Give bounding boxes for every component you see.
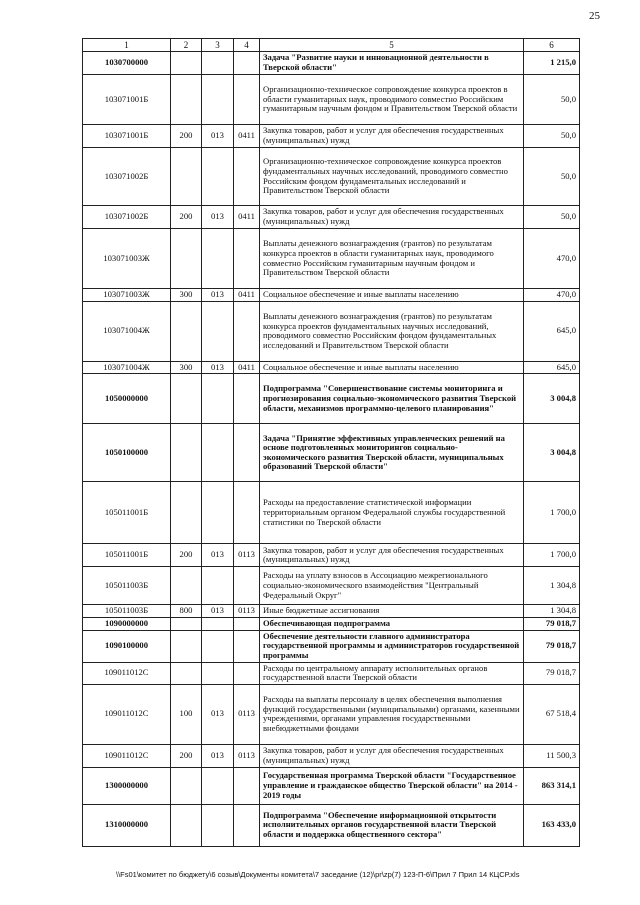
table-row xyxy=(83,424,580,482)
section-cell: 0411 xyxy=(234,361,260,374)
description-cell: Закупка товаров, работ и услуг для обеспечения государственных (муниципальных) нужд xyxy=(260,544,524,567)
amount-cell: 470,0 xyxy=(524,229,580,289)
amount-cell: 645,0 xyxy=(524,301,580,361)
section-cell: 0113 xyxy=(234,744,260,767)
code-cell: 105011003Б xyxy=(83,567,171,605)
expense-type-cell: 100 xyxy=(171,684,202,744)
department-cell xyxy=(202,482,234,544)
description-cell: Подпрограмма "Обеспечение информационной открытости исполнительных органов государственной власти Тверской области и поддержка общественного сектора" xyxy=(260,804,524,846)
table-row xyxy=(83,744,580,767)
department-cell xyxy=(202,301,234,361)
section-cell xyxy=(234,424,260,482)
code-cell: 1310000000 xyxy=(83,804,171,846)
table-row xyxy=(83,229,580,289)
expense-type-cell xyxy=(171,567,202,605)
section-cell xyxy=(234,662,260,684)
amount-cell: 645,0 xyxy=(524,361,580,374)
file-path-footer: \\Fs01\комитет по бюджету\6 созыв\Документы комитета\7 заседание (12)\pr\zp(7) 123-П-6\Прил 7 Прил 14 КЦСР.xls xyxy=(116,870,520,879)
description-cell: Подпрограмма "Совершенствование системы мониторинга и прогнозирования социально-экономического развития Тверской области, механизмов программно-целевого планирования" xyxy=(260,374,524,424)
code-cell: 1090000000 xyxy=(83,617,171,630)
code-cell: 105011001Б xyxy=(83,544,171,567)
code-cell: 103071003Ж xyxy=(83,229,171,289)
amount-cell: 1 304,8 xyxy=(524,567,580,605)
amount-cell: 50,0 xyxy=(524,206,580,229)
code-cell: 105011003Б xyxy=(83,605,171,618)
description-cell: Расходы на предоставление статистической информации территориальным органом Федеральной службы государственной статистики по Тверской области xyxy=(260,482,524,544)
code-cell: 103071001Б xyxy=(83,75,171,125)
table-row xyxy=(83,75,580,125)
description-cell: Задача "Развитие науки и инновационной деятельности в Тверской области" xyxy=(260,52,524,75)
description-cell: Обеспечивающая подпрограмма xyxy=(260,617,524,630)
code-cell: 103071002Б xyxy=(83,206,171,229)
description-cell: Выплаты денежного вознаграждения (грантов) по результатам конкурса проектов в области гуманитарных наук, проводимого совместно Российским гуманитарным научным фондом и Правительством Тверской области xyxy=(260,229,524,289)
description-cell: Обеспечение деятельности главного администратора государственной программы и администраторов государственной программы xyxy=(260,630,524,662)
description-cell: Закупка товаров, работ и услуг для обеспечения государственных (муниципальных) нужд xyxy=(260,125,524,148)
section-cell: 0113 xyxy=(234,544,260,567)
department-cell: 013 xyxy=(202,605,234,618)
expense-type-cell xyxy=(171,301,202,361)
code-cell: 1050000000 xyxy=(83,374,171,424)
code-cell: 109011012С xyxy=(83,662,171,684)
expense-type-cell: 800 xyxy=(171,605,202,618)
expense-type-cell xyxy=(171,148,202,206)
amount-cell: 1 700,0 xyxy=(524,482,580,544)
department-cell xyxy=(202,52,234,75)
section-cell xyxy=(234,767,260,804)
description-cell: Социальное обеспечение и иные выплаты населению xyxy=(260,361,524,374)
code-cell: 1050100000 xyxy=(83,424,171,482)
department-cell xyxy=(202,424,234,482)
section-cell xyxy=(234,229,260,289)
table-row xyxy=(83,52,580,75)
table-row xyxy=(83,148,580,206)
code-cell: 1030700000 xyxy=(83,52,171,75)
amount-cell: 470,0 xyxy=(524,289,580,302)
section-cell xyxy=(234,617,260,630)
department-cell: 013 xyxy=(202,684,234,744)
code-cell: 1300000000 xyxy=(83,767,171,804)
section-cell xyxy=(234,75,260,125)
department-cell: 013 xyxy=(202,125,234,148)
code-cell: 1090100000 xyxy=(83,630,171,662)
description-cell: Закупка товаров, работ и услуг для обеспечения государственных (муниципальных) нужд xyxy=(260,744,524,767)
description-cell: Закупка товаров, работ и услуг для обеспечения государственных (муниципальных) нужд xyxy=(260,206,524,229)
page-number: 25 xyxy=(589,10,600,22)
amount-cell: 79 018,7 xyxy=(524,630,580,662)
amount-cell: 1 215,0 xyxy=(524,52,580,75)
section-cell xyxy=(234,52,260,75)
amount-cell: 79 018,7 xyxy=(524,662,580,684)
expense-type-cell: 300 xyxy=(171,289,202,302)
expense-type-cell xyxy=(171,804,202,846)
table-row xyxy=(83,374,580,424)
amount-cell: 1 700,0 xyxy=(524,544,580,567)
expense-type-cell xyxy=(171,482,202,544)
section-cell xyxy=(234,804,260,846)
department-cell xyxy=(202,767,234,804)
amount-cell: 3 004,8 xyxy=(524,374,580,424)
amount-cell: 50,0 xyxy=(524,148,580,206)
table-row xyxy=(83,630,580,662)
header-row xyxy=(83,39,580,52)
department-cell: 013 xyxy=(202,544,234,567)
amount-cell: 67 518,4 xyxy=(524,684,580,744)
section-cell: 0411 xyxy=(234,125,260,148)
table-row xyxy=(83,617,580,630)
description-cell: Расходы по центральному аппарату исполнительных органов государственной власти Тверской области xyxy=(260,662,524,684)
section-cell: 0411 xyxy=(234,289,260,302)
table-row xyxy=(83,605,580,618)
expense-type-cell xyxy=(171,767,202,804)
header-col-5: 5 xyxy=(260,39,524,52)
department-cell xyxy=(202,229,234,289)
code-cell: 105011001Б xyxy=(83,482,171,544)
amount-cell: 1 304,8 xyxy=(524,605,580,618)
table-row xyxy=(83,767,580,804)
expense-type-cell xyxy=(171,374,202,424)
department-cell xyxy=(202,662,234,684)
table-row xyxy=(83,206,580,229)
header-col-4: 4 xyxy=(234,39,260,52)
table-row xyxy=(83,662,580,684)
code-cell: 103071004Ж xyxy=(83,301,171,361)
expense-type-cell: 200 xyxy=(171,206,202,229)
description-cell: Организационно-техническое сопровождение конкурса проектов в области гуманитарных наук, проводимого совместно Российским гуманитарным научным фондом и Правительством Тверской области xyxy=(260,75,524,125)
section-cell: 0113 xyxy=(234,684,260,744)
section-cell xyxy=(234,630,260,662)
expense-type-cell xyxy=(171,229,202,289)
department-cell xyxy=(202,617,234,630)
table-row xyxy=(83,482,580,544)
description-cell: Расходы на выплаты персоналу в целях обеспечения выполнения функций государственными (муниципальными) органами, казенными учреждениями, органами управления государственными внебюджетными фондами xyxy=(260,684,524,744)
expense-type-cell xyxy=(171,75,202,125)
section-cell xyxy=(234,482,260,544)
header-col-3: 3 xyxy=(202,39,234,52)
expense-type-cell: 200 xyxy=(171,744,202,767)
amount-cell: 50,0 xyxy=(524,75,580,125)
department-cell: 013 xyxy=(202,361,234,374)
department-cell xyxy=(202,630,234,662)
description-cell: Задача "Принятие эффективных управленческих решений на основе подготовленных мониторингов социально-экономического развития Тверской области, муниципальных образований Тверской области" xyxy=(260,424,524,482)
department-cell xyxy=(202,148,234,206)
table-row xyxy=(83,684,580,744)
table-row xyxy=(83,361,580,374)
expense-type-cell: 300 xyxy=(171,361,202,374)
table-row xyxy=(83,804,580,846)
header-col-2: 2 xyxy=(171,39,202,52)
table-row xyxy=(83,567,580,605)
expense-type-cell xyxy=(171,662,202,684)
budget-table xyxy=(82,38,580,847)
code-cell: 103071001Б xyxy=(83,125,171,148)
expense-type-cell xyxy=(171,617,202,630)
description-cell: Организационно-техническое сопровождение конкурса проектов фундаментальных научных исследований, проводимого совместно Российским фондом фундаментальных исследований и Правительством Тверской области xyxy=(260,148,524,206)
amount-cell: 3 004,8 xyxy=(524,424,580,482)
table-row xyxy=(83,289,580,302)
table-row xyxy=(83,125,580,148)
department-cell xyxy=(202,804,234,846)
description-cell: Социальное обеспечение и иные выплаты населению xyxy=(260,289,524,302)
expense-type-cell xyxy=(171,424,202,482)
amount-cell: 11 500,3 xyxy=(524,744,580,767)
amount-cell: 163 433,0 xyxy=(524,804,580,846)
description-cell: Государственная программа Тверской области "Государственное управление и гражданское общество Тверской области" на 2014 - 2019 годы xyxy=(260,767,524,804)
description-cell: Выплаты денежного вознаграждения (грантов) по результатам конкурса проектов фундаментальных научных исследований, проводимого совместно Российским фондом фундаментальных исследований и Правительством Тверской области xyxy=(260,301,524,361)
description-cell: Иные бюджетные ассигнования xyxy=(260,605,524,618)
department-cell xyxy=(202,374,234,424)
amount-cell: 50,0 xyxy=(524,125,580,148)
code-cell: 109011012С xyxy=(83,684,171,744)
section-cell xyxy=(234,374,260,424)
amount-cell: 79 018,7 xyxy=(524,617,580,630)
section-cell: 0411 xyxy=(234,206,260,229)
code-cell: 103071003Ж xyxy=(83,289,171,302)
code-cell: 109011012С xyxy=(83,744,171,767)
department-cell xyxy=(202,75,234,125)
expense-type-cell: 200 xyxy=(171,125,202,148)
department-cell: 013 xyxy=(202,744,234,767)
section-cell: 0113 xyxy=(234,605,260,618)
section-cell xyxy=(234,567,260,605)
department-cell: 013 xyxy=(202,206,234,229)
expense-type-cell: 200 xyxy=(171,544,202,567)
department-cell: 013 xyxy=(202,289,234,302)
expense-type-cell xyxy=(171,630,202,662)
expense-type-cell xyxy=(171,52,202,75)
header-col-6: 6 xyxy=(524,39,580,52)
table-row xyxy=(83,301,580,361)
code-cell: 103071004Ж xyxy=(83,361,171,374)
table-row xyxy=(83,544,580,567)
code-cell: 103071002Б xyxy=(83,148,171,206)
department-cell xyxy=(202,567,234,605)
section-cell xyxy=(234,148,260,206)
section-cell xyxy=(234,301,260,361)
header-col-1: 1 xyxy=(83,39,171,52)
description-cell: Расходы на уплату взносов в Ассоциацию межрегионального социально-экономического взаимодействия "Центральный Федеральный Округ" xyxy=(260,567,524,605)
amount-cell: 863 314,1 xyxy=(524,767,580,804)
